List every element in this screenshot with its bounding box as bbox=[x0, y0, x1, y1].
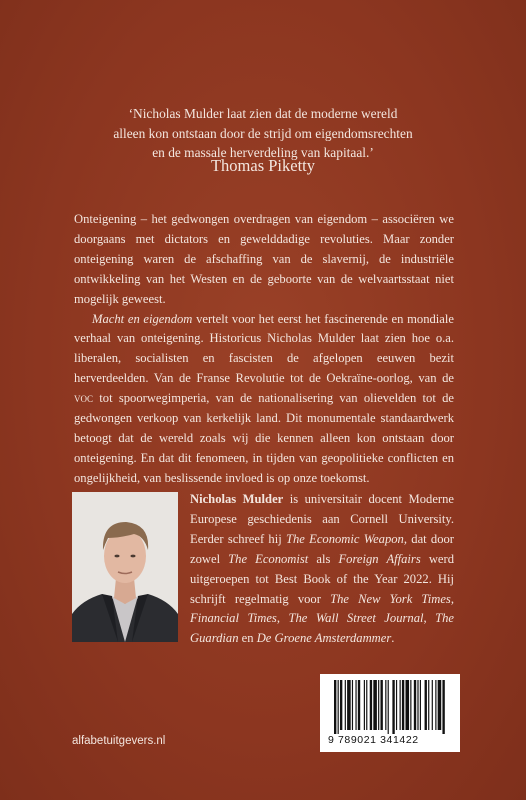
barcode-bar bbox=[442, 680, 444, 734]
text-run: . bbox=[391, 631, 395, 646]
barcode-bar bbox=[425, 680, 427, 730]
blurb-quote bbox=[60, 104, 466, 163]
blurb-body bbox=[74, 210, 454, 489]
publication-title: The Guardian bbox=[190, 611, 455, 646]
barcode-bar bbox=[392, 680, 394, 734]
barcode-bar bbox=[432, 680, 433, 730]
barcode-bar bbox=[410, 680, 411, 730]
text-run: , bbox=[450, 591, 454, 606]
barcode-bar bbox=[417, 680, 418, 730]
isbn-number: 9 789021 341422 bbox=[328, 734, 419, 746]
barcode-bar bbox=[438, 680, 442, 730]
barcode-bar bbox=[420, 680, 421, 730]
barcode-bar bbox=[364, 680, 365, 730]
text-run: , bbox=[423, 611, 436, 626]
barcode-bars bbox=[334, 680, 446, 734]
text-run: , dat door zowel bbox=[190, 531, 454, 566]
barcode-bar bbox=[355, 680, 356, 730]
text-run: is universitair docent Moderne Europese geschiedenis aan Cornell University. Eerder schreef hij bbox=[190, 492, 454, 546]
publication-title: The Economist bbox=[228, 551, 309, 566]
barcode-bar bbox=[414, 680, 416, 730]
text-run: werd uitgeroepen tot Best Book of the Year 2022. Hij schrijft regelmatig voor bbox=[190, 551, 454, 606]
barcode-bar bbox=[370, 680, 372, 730]
barcode-bar bbox=[402, 680, 404, 730]
book-title: Macht en eigendom bbox=[92, 311, 193, 326]
quote-line: en de massale herverdeling van kapitaal.’ bbox=[152, 145, 374, 160]
author-bio bbox=[190, 490, 454, 649]
barcode-bar bbox=[378, 680, 379, 730]
bio-paragraph bbox=[190, 490, 454, 649]
quote-line: ‘Nicholas Mulder laat zien dat de moderne wereld bbox=[128, 106, 398, 121]
barcode-bar bbox=[380, 680, 382, 730]
publication-title: Foreign Affairs bbox=[338, 551, 421, 566]
text-run: , bbox=[276, 611, 289, 626]
quote-author: Thomas Piketty bbox=[210, 156, 316, 175]
author-name: Nicholas Mulder bbox=[190, 492, 284, 506]
barcode-bar bbox=[352, 680, 353, 730]
barcode-bar bbox=[405, 680, 409, 730]
quote-line: alleen kon ontstaan door de strijd om eigendomsrechten bbox=[113, 125, 413, 141]
book-title: The Economic Weapon bbox=[285, 531, 404, 546]
barcode-bar bbox=[345, 680, 346, 730]
barcode-bar bbox=[373, 680, 377, 730]
blurb-paragraph-2 bbox=[74, 310, 454, 489]
barcode-bar bbox=[334, 680, 336, 734]
publication-title: De Groene Amsterdammer bbox=[256, 631, 392, 646]
blurb-paragraph-1: Onteigening – het gedwongen overdragen van eigendom – associëren we doorgaans met dictators en gewelddadige revoluties. Maar zonder onteigening waren de afschaffing van de slavernij, de industriële ontwikkeling van het Westen en de geboorte van de welvaartsstaat niet mogelijk geweest. bbox=[74, 212, 454, 306]
barcode-bar bbox=[388, 680, 389, 734]
barcode-bar bbox=[338, 680, 339, 734]
barcode-bar bbox=[347, 680, 351, 730]
author-photo bbox=[72, 492, 178, 642]
text-run: tot spoorwegimperia, van de nationalisering van olievelden tot de gedwongen verkoop van kerkelijk land. Dit monumentale standaardwerk betoogt dat de wereld zoals wij die kennen alleen kon ontstaan door onteigening. En dat dit fenomeen, in tijden van geopolitieke conflicten en ongelijkheid, van beslissende invloed is op onze toekomst. bbox=[74, 391, 454, 485]
text-run: als bbox=[308, 551, 339, 566]
publication-title: The Wall Street Journal bbox=[288, 611, 424, 626]
text-run: en bbox=[238, 631, 257, 646]
publication-title: Financial Times bbox=[190, 611, 277, 626]
barcode-bar bbox=[435, 680, 436, 730]
barcode-bar bbox=[396, 680, 397, 730]
barcode-bar bbox=[385, 680, 386, 730]
barcode-bar bbox=[358, 680, 360, 730]
isbn-barcode bbox=[320, 674, 460, 752]
barcode-bar bbox=[400, 680, 401, 730]
text-run: voc bbox=[74, 391, 94, 406]
barcode-bar bbox=[428, 680, 429, 730]
publication-title: The New York Times bbox=[330, 591, 451, 606]
text-run: vertelt voor het eerst het fascinerende en mondiale verhaal van onteigening. Historicus Nicholas Mulder laat zien hoe o.a. liberalen, socialisten en fascisten de afgelopen eeuwen bezit herverdeelden. Van de Franse Revolutie tot de Oekraïne-oorlog, van de bbox=[74, 311, 454, 386]
publisher-url: alfabetuitgevers.nl bbox=[72, 735, 166, 747]
barcode-bar bbox=[340, 680, 342, 730]
barcode-bar bbox=[366, 680, 367, 730]
